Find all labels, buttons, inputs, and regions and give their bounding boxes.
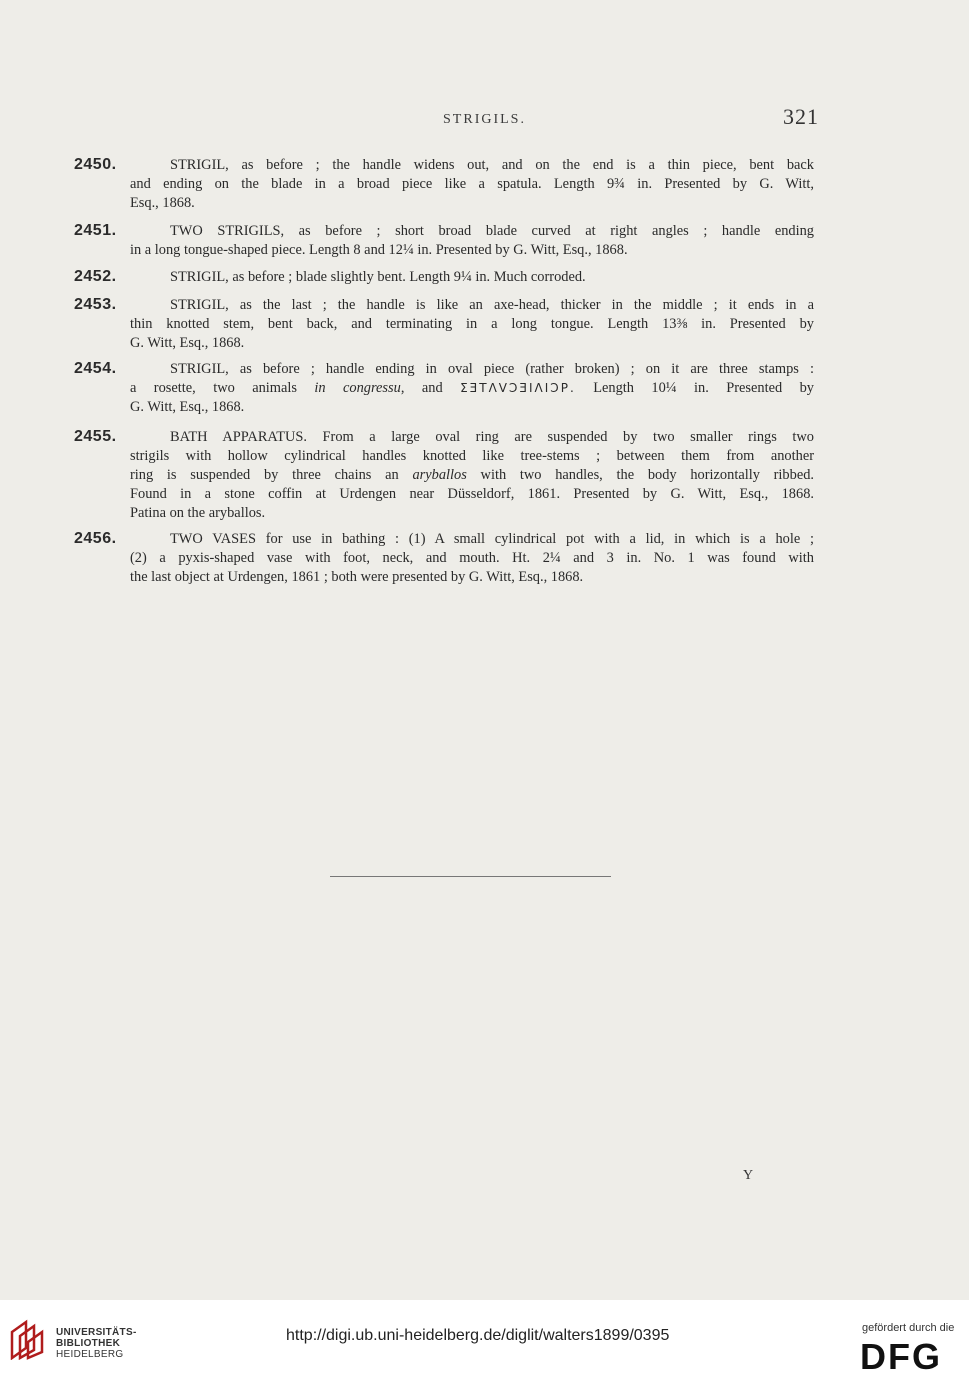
entry-number: 2451. [74,222,117,239]
entry-line: STRIGIL, as before ; blade slightly bent. Length 9¼ in. Much corroded. [170,269,586,285]
entry-line [130,466,814,485]
entry-number: 2450. [74,156,117,173]
funding-caption: gefördert durch die [862,1322,955,1334]
entry-line: thin knotted stem, bent back, and terminating in a long tongue. Length 13⅜ in. Presented by [130,316,814,332]
entry-number: 2454. [74,360,117,377]
entry-text: a rosette, two animals [130,380,315,396]
permalink-url[interactable]: http://digi.ub.uni-heidelberg.de/diglit/walters1899/0395 [286,1327,670,1344]
entry-line: STRIGIL, as the last ; the handle is like an axe-head, thicker in the middle ; it ends in a [170,297,814,313]
stamp-inscription: ΣƎΤΛVϽƎΙΛΙƆΡ. [460,381,576,395]
entry-line: Esq., 1868. [130,195,195,211]
entry-line: (2) a pyxis-shaped vase with foot, neck, and mouth. Ht. 2¼ and 3 in. No. 1 was found with [130,550,814,566]
entry-line [130,379,814,398]
entry-line: Found in a stone coffin at Urdengen near Düsseldorf, 1861. Presented by G. Witt, Esq., 1868. [130,486,814,502]
italic-term: in congressu [314,380,401,396]
library-name-line: UNIVERSITÄTS- [56,1327,137,1338]
entry-line: in a long tongue-shaped piece. Length 8 and 12¼ in. Presented by G. Witt, Esq., 1868. [130,242,628,258]
entry-line: TWO STRIGILS, as before ; short broad blade curved at right angles ; handle ending [170,223,814,239]
signature-mark: Y [743,1168,754,1183]
entry-line: TWO VASES for use in bathing : (1) A small cylindrical pot with a lid, in which is a hole ; [170,531,814,547]
library-name-line: BIBLIOTHEK [56,1338,121,1349]
running-title: STRIGILS. [443,112,526,127]
entry-text: ring is suspended by three chains an [130,467,413,483]
entry-line: STRIGIL, as before ; the handle widens out, and on the end is a thin piece, bent back [170,157,814,173]
entry-line: G. Witt, Esq., 1868. [130,335,245,351]
library-name-line: HEIDELBERG [56,1349,124,1360]
university-library-logo-icon [8,1318,50,1360]
entry-number: 2456. [74,530,117,547]
entry-number: 2453. [74,296,117,313]
dfg-logo: DFG [860,1336,942,1377]
italic-term: aryballos [412,467,467,483]
entry-line: BATH APPARATUS. From a large oval ring are suspended by two smaller rings two [170,429,814,445]
entry-text: , and [400,380,461,396]
entry-number: 2452. [74,268,117,285]
entry-line: strigils with hollow cylindrical handles knotted like tree-stems ; between them from another [130,448,814,464]
entry-line: the last object at Urdengen, 1861 ; both were presented by G. Witt, Esq., 1868. [130,569,584,585]
section-divider [330,876,611,877]
entry-text: with two handles, the body horizontally ribbed. [466,467,814,483]
page-number: 321 [783,104,819,129]
digitization-footer [0,1300,969,1380]
entry-line: Patina on the aryballos. [130,505,266,521]
entry-line: G. Witt, Esq., 1868. [130,399,245,415]
library-name [56,1327,137,1360]
entry-text: Length 10¼ in. Presented by [575,380,814,396]
entry-line: and ending on the blade in a broad piece like a spatula. Length 9¾ in. Presented by G. Witt, [130,176,814,192]
entry-number: 2455. [74,428,117,445]
entry-line: STRIGIL, as before ; handle ending in oval piece (rather broken) ; on it are three stamps : [170,361,814,377]
